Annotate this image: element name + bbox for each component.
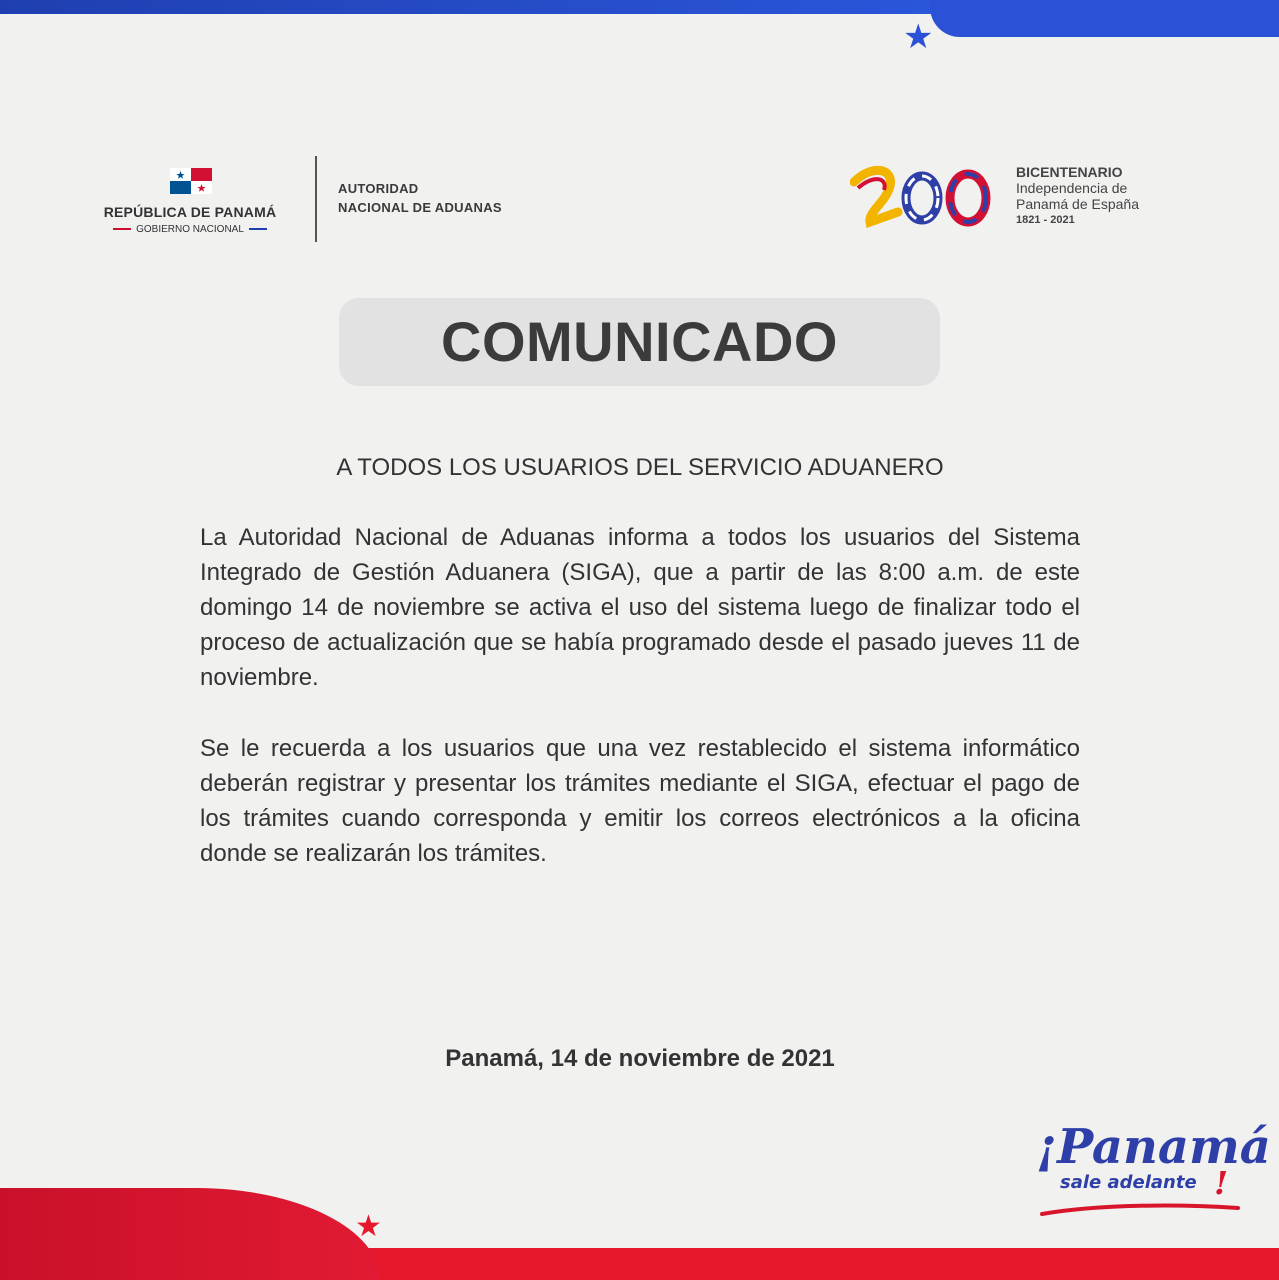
panama-logo-sub: sale adelante: [1060, 1172, 1197, 1193]
subtitle: A TODOS LOS USUARIOS DEL SERVICIO ADUANERO: [336, 454, 944, 481]
autoridad-line2: NACIONAL DE ADUANAS: [338, 200, 502, 215]
top-right-blue-tab: [930, 0, 1279, 37]
bicentenario-line2: Independencia de: [1016, 180, 1128, 196]
bottom-red-wave: [0, 1188, 380, 1280]
paragraph-2: Se le recuerda a los usuarios que una vez restablecido el sistema informático deberán registrar y presentar los trámites mediante el SIGA, efectuar el pago de los trámites cuando corresponda y emitir los correos electrónicos a la oficina donde se realizarán los trámites.: [200, 735, 1080, 867]
dateline: Panamá, 14 de noviembre de 2021: [445, 1045, 835, 1072]
gobierno-text: GOBIERNO NACIONAL: [136, 224, 244, 235]
bicentenario-text: [1016, 164, 1139, 228]
panama-flag-icon: [170, 168, 212, 194]
panama-logo-bang: !: [1214, 1164, 1229, 1202]
bicentenario-line3: Panamá de España: [1016, 196, 1139, 212]
paragraph-1: La Autoridad Nacional de Aduanas informa a todos los usuarios del Sistema Integrado de Gestión Aduanera (SIGA), que a partir de las 8:00 a.m. de este domingo 14 de noviembre se activa el uso del sistema luego de finalizar todo el proceso de actualización que se había programado desde el pasado jueves 11 de noviembre.: [200, 524, 1080, 691]
blue-dash: [249, 228, 267, 230]
panama-logo-main: ¡Panamá: [1036, 1119, 1271, 1175]
blue-star-icon: ★: [903, 17, 934, 57]
bicentenario-ribbon-icon: [850, 160, 1005, 232]
red-star-icon: ★: [355, 1209, 382, 1244]
autoridad-line1: AUTORIDAD: [338, 181, 419, 196]
bicentenario-years: 1821 - 2021: [1016, 214, 1075, 226]
header-divider: [315, 156, 317, 242]
panama-logo-swoosh: [1040, 1200, 1240, 1220]
autoridad-label: [338, 179, 502, 217]
bicentenario-line1: BICENTENARIO: [1016, 164, 1123, 180]
page-title: COMUNICADO: [441, 310, 838, 373]
red-dash: [113, 228, 131, 230]
gobierno-nacional-label: [90, 224, 290, 235]
republica-label: REPÚBLICA DE PANAMÁ: [103, 204, 277, 220]
